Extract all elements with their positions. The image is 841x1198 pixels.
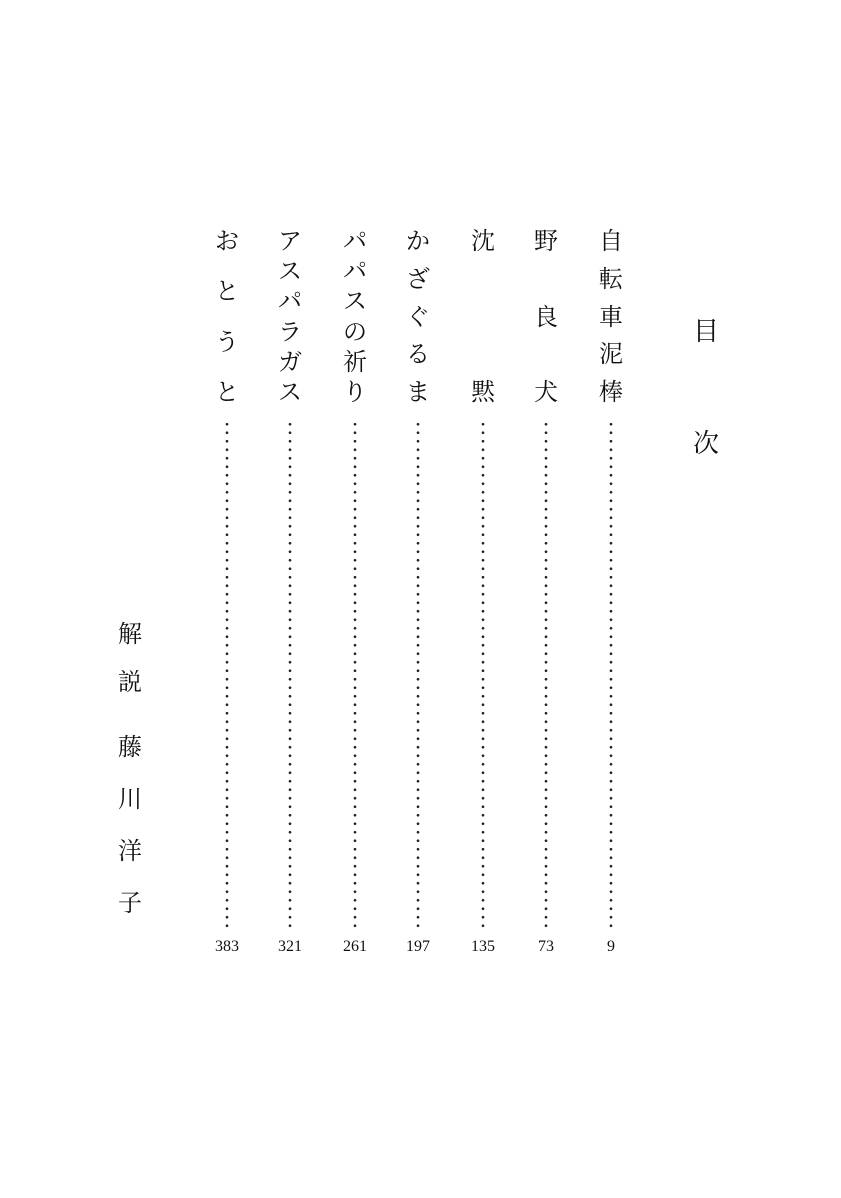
vertical-char: り [343,379,367,406]
dot-leader [544,420,548,930]
toc-entry [207,230,247,960]
vertical-char: 泥 [599,342,623,369]
toc-entry [463,230,503,960]
page-number: 383 [215,938,239,955]
vertical-char: ス [278,259,302,286]
entry-title [270,230,310,405]
vertical-char: 解 [118,622,142,648]
page-number: 197 [406,938,430,955]
vertical-char: 洋 [118,839,142,865]
vertical-char: 野 [534,229,558,255]
page-number: 9 [607,938,615,955]
vertical-char: パ [343,259,367,286]
vertical-char: 犬 [534,380,558,406]
vertical-char: 次 [692,429,719,458]
page-number: 135 [471,938,495,955]
vertical-char: 祈 [343,349,367,376]
dot-leader [416,420,420,930]
dot-leader [353,420,357,930]
page-number: 321 [278,938,302,955]
vertical-char: と [215,279,239,306]
toc-heading [692,319,720,457]
commentary-author [116,736,144,916]
vertical-char: 良 [534,304,558,331]
vertical-char: と [215,379,239,406]
vertical-char: 藤 [118,735,142,761]
vertical-char: の [343,319,367,346]
vertical-char: ぐ [406,304,430,331]
page-number: 261 [343,938,367,955]
vertical-char: パ [343,229,367,255]
vertical-char: ガ [278,349,302,376]
vertical-char: 子 [118,891,142,917]
vertical-char: ス [343,289,367,316]
vertical-char: 自 [599,229,623,255]
entry-title [463,230,503,405]
toc-entry [335,230,375,960]
dot-leader [288,420,292,930]
commentary-label [116,623,144,695]
entry-title [398,230,438,405]
vertical-char: ス [278,379,302,406]
dot-leader [481,420,485,930]
vertical-char: ま [406,380,430,406]
vertical-char: 棒 [599,380,623,406]
dot-leader [225,420,229,930]
vertical-char: 川 [118,787,142,813]
vertical-char: う [215,329,239,356]
toc-entry [270,230,310,960]
toc-entry [398,230,438,960]
vertical-char: ラ [278,319,302,346]
vertical-char: ざ [406,266,430,293]
dot-leader [609,420,613,930]
entry-title [591,230,631,405]
vertical-char: 車 [599,304,623,331]
entry-title [526,230,566,405]
toc-entry [526,230,566,960]
vertical-char: パ [278,289,302,316]
vertical-char: ア [278,229,302,255]
vertical-char: る [406,342,430,369]
page-number: 73 [538,938,554,955]
vertical-char: 目 [692,317,719,346]
entry-title [207,230,247,405]
vertical-char: 沈 [471,229,495,255]
vertical-char: 説 [118,670,142,696]
vertical-char: 転 [599,266,623,293]
vertical-char: お [215,229,239,255]
vertical-char: 黙 [471,380,495,406]
vertical-char: か [406,229,430,255]
entry-title [335,230,375,405]
toc-entry [591,230,631,960]
